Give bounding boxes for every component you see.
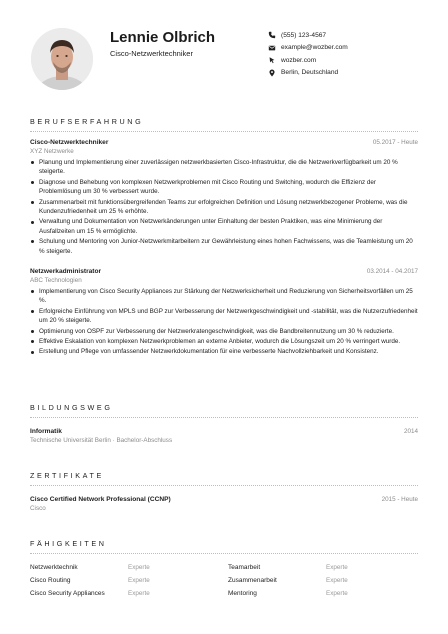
contact-location — [268, 67, 438, 80]
education-degree: Informatik — [30, 428, 62, 435]
skill-name: Mentoring — [228, 590, 257, 597]
section-divider — [30, 131, 418, 132]
contact-phone[interactable] — [268, 29, 438, 42]
skills-grid — [30, 564, 418, 597]
mail-icon — [268, 44, 276, 52]
contact-website[interactable] — [268, 54, 438, 67]
education-school: Technische Universität Berlin · Bachelor-Abschluss — [30, 437, 173, 444]
education-year: 2014 — [403, 428, 418, 435]
certificates-section — [30, 471, 418, 516]
skill-level: Experte — [326, 590, 348, 597]
skill-name: Netzwerktechnik — [30, 564, 78, 571]
job-dates: 03.2014 - 04.2017 — [366, 268, 418, 275]
skill-level: Experte — [326, 564, 348, 571]
skills-heading: FÄHIGKEITEN — [30, 539, 107, 548]
list-item: Verwaltung und Dokumentation von Netzwerkänderungen unter Einhaltung der besten Praktiken, was eine Minimierung der Ausfallzeiten um 15 % ermöglichte. — [30, 217, 418, 236]
list-item: Optimierung von OSPF zur Verbesserung der Netzwerkratengeschwindigkeit, was die Bandbreitennutzung um 30 % reduzierte. — [30, 327, 418, 336]
job-bullets — [30, 158, 418, 256]
link-cursor-icon — [268, 56, 276, 64]
education-entry — [30, 428, 418, 444]
skill-level: Experte — [128, 577, 150, 584]
education-heading: BILDUNGSWEG — [30, 403, 113, 412]
person-photo-icon — [31, 28, 93, 90]
skill-name: Cisco Routing — [30, 577, 71, 584]
skill-level: Experte — [326, 577, 348, 584]
contact-email[interactable] — [268, 42, 438, 55]
phone-icon — [268, 31, 276, 39]
contact-phone-text: (555) 123-4567 — [281, 31, 327, 39]
certificate-entry — [30, 496, 418, 512]
certificate-name: Cisco Certified Network Professional (CCNP) — [30, 496, 171, 503]
job-dates: 05.2017 - Heute — [372, 139, 418, 146]
contact-website-text: wozber.com — [281, 56, 317, 64]
list-item: Erfolgreiche Einführung von MPLS und BGP zur Verbesserung der Netzwerkgeschwindigkeit und -stabilität, was die Nutzerzufriedenheit um 20 % steigerte. — [30, 307, 418, 326]
resume-header — [0, 0, 448, 112]
location-pin-icon — [268, 69, 276, 77]
job-company: ABC Technologien — [30, 277, 82, 284]
education-section — [30, 403, 418, 448]
list-item: Zusammenarbeit mit funktionsübergreifenden Teams zur erfolgreichen Definition und Lösung netzwerkbezogener Probleme, was die Kundenzufriedenheit um 25 % erhöhte. — [30, 198, 418, 217]
job-entry — [30, 268, 418, 358]
experience-section — [30, 117, 418, 382]
candidate-name: Lennie Olbrich — [110, 29, 216, 46]
job-role: Netzwerkadministrator — [30, 268, 102, 275]
section-divider — [30, 417, 418, 418]
list-item: Schulung und Mentoring von Junior-Netzwerkmitarbeitern zur Gewährleistung eines hohen Fachwissens, was die Teamleistung um 20 % steigerte. — [30, 237, 418, 256]
section-divider — [30, 553, 418, 554]
skills-section — [30, 539, 418, 604]
list-item: Erstellung und Pflege von umfassender Netzwerkdokumentation für eine verbesserte Nachvollziehbarkeit und Konsistenz. — [30, 347, 418, 356]
contact-list — [268, 29, 438, 79]
job-bullets — [30, 287, 418, 357]
list-item: Planung und Implementierung einer zuverlässigen netzwerkbasierten Cisco-Infrastruktur, die die Netzwerkverfügbarkeit um 20 % steigerte. — [30, 158, 418, 177]
skill-name: Cisco Security Appliances — [30, 590, 105, 597]
list-item: Implementierung von Cisco Security Appliances zur Stärkung der Netzwerksicherheit und Reduzierung von Sicherheitsvorfällen um 25 %. — [30, 287, 418, 306]
candidate-title: Cisco-Netzwerktechniker — [110, 49, 193, 58]
contact-email-text: example@wozber.com — [281, 44, 348, 52]
job-company: XYZ Netzwerke — [30, 148, 74, 155]
section-divider — [30, 485, 418, 486]
skill-name: Teamarbeit — [228, 564, 261, 571]
contact-location-text: Berlin, Deutschland — [281, 69, 339, 77]
list-item: Effektive Eskalation von komplexen Netzwerkproblemen an externe Anbieter, wodurch die Lösungszeit um 20 % verringert wurde. — [30, 337, 418, 346]
experience-heading: BERUFSERFAHRUNG — [30, 117, 144, 126]
avatar — [31, 28, 93, 90]
skill-level: Experte — [128, 564, 150, 571]
certificates-heading: ZERTIFIKATE — [30, 471, 104, 480]
certificate-issuer: Cisco — [30, 505, 46, 512]
job-entry — [30, 139, 418, 257]
skill-name: Zusammenarbeit — [228, 577, 277, 584]
list-item: Diagnose und Behebung von komplexen Netzwerkproblemen mit Cisco Routing und Switching, wodurch die Effizienz der Problemlösung um 30 % verbessert wurde. — [30, 178, 418, 197]
skill-level: Experte — [128, 590, 150, 597]
certificate-dates: 2015 - Heute — [381, 496, 418, 503]
job-role: Cisco-Netzwerktechniker — [30, 139, 109, 146]
